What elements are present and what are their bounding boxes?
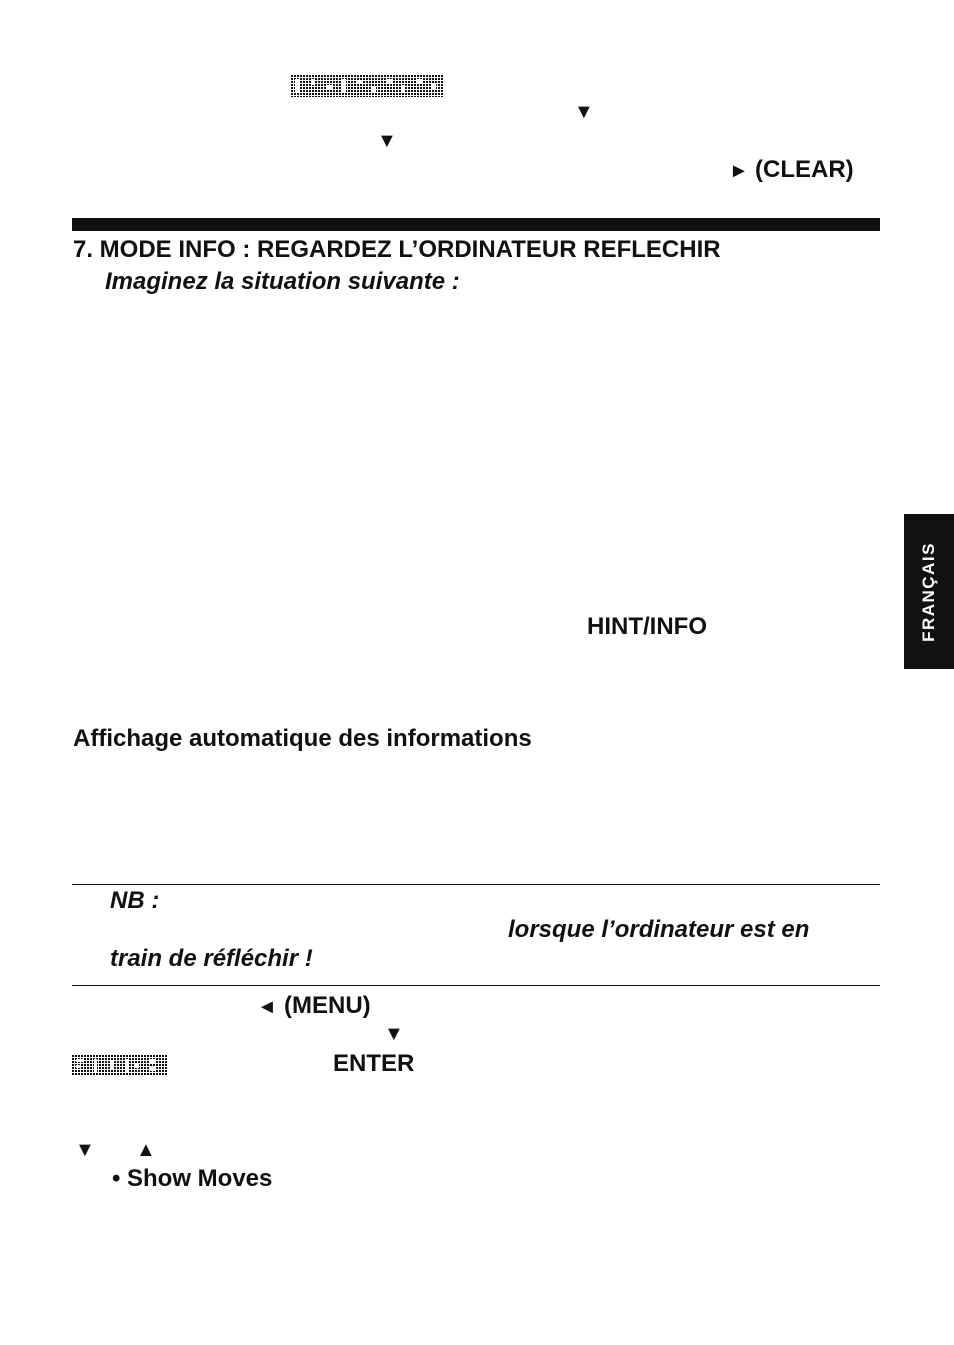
note-label: NB :: [110, 887, 160, 914]
clear-key-label: (CLEAR): [755, 156, 854, 183]
note-line1-end: lorsque l’ordinateur est en: [508, 916, 810, 943]
section-subtitle: Imaginez la situation suivante :: [105, 268, 460, 295]
section-divider: [72, 218, 880, 231]
section-heading: 7. MODE INFO : REGARDEZ L’ORDINATEUR REFLECHIR: [73, 236, 721, 263]
note-bottom-rule: [72, 985, 880, 986]
down-arrow-icon: ▼: [384, 1023, 404, 1045]
enter-key-label: ENTER: [333, 1050, 415, 1077]
language-tab: [904, 514, 954, 669]
note-line2: train de réfléchir !: [110, 945, 313, 972]
right-arrow-icon: ►: [729, 160, 749, 182]
down-arrow-icon: ▼: [377, 130, 397, 152]
down-arrow-icon: ▼: [75, 1139, 95, 1161]
lcd-display-info: [72, 1055, 167, 1076]
bullet-icon: •: [112, 1165, 121, 1192]
menu-key-label: (MENU): [284, 992, 371, 1019]
left-arrow-icon: ◄: [257, 996, 277, 1018]
down-arrow-icon: ▼: [574, 101, 594, 123]
up-arrow-icon: ▲: [136, 1139, 156, 1161]
auto-info-heading: Affichage automatique des informations: [73, 725, 532, 752]
note-top-rule: [72, 884, 880, 885]
show-moves-item: Show Moves: [127, 1165, 273, 1192]
language-tab-label: FRANÇAIS: [919, 541, 938, 642]
lcd-display-take-back: [291, 75, 444, 97]
hint-info-key-label: HINT/INFO: [587, 613, 707, 640]
